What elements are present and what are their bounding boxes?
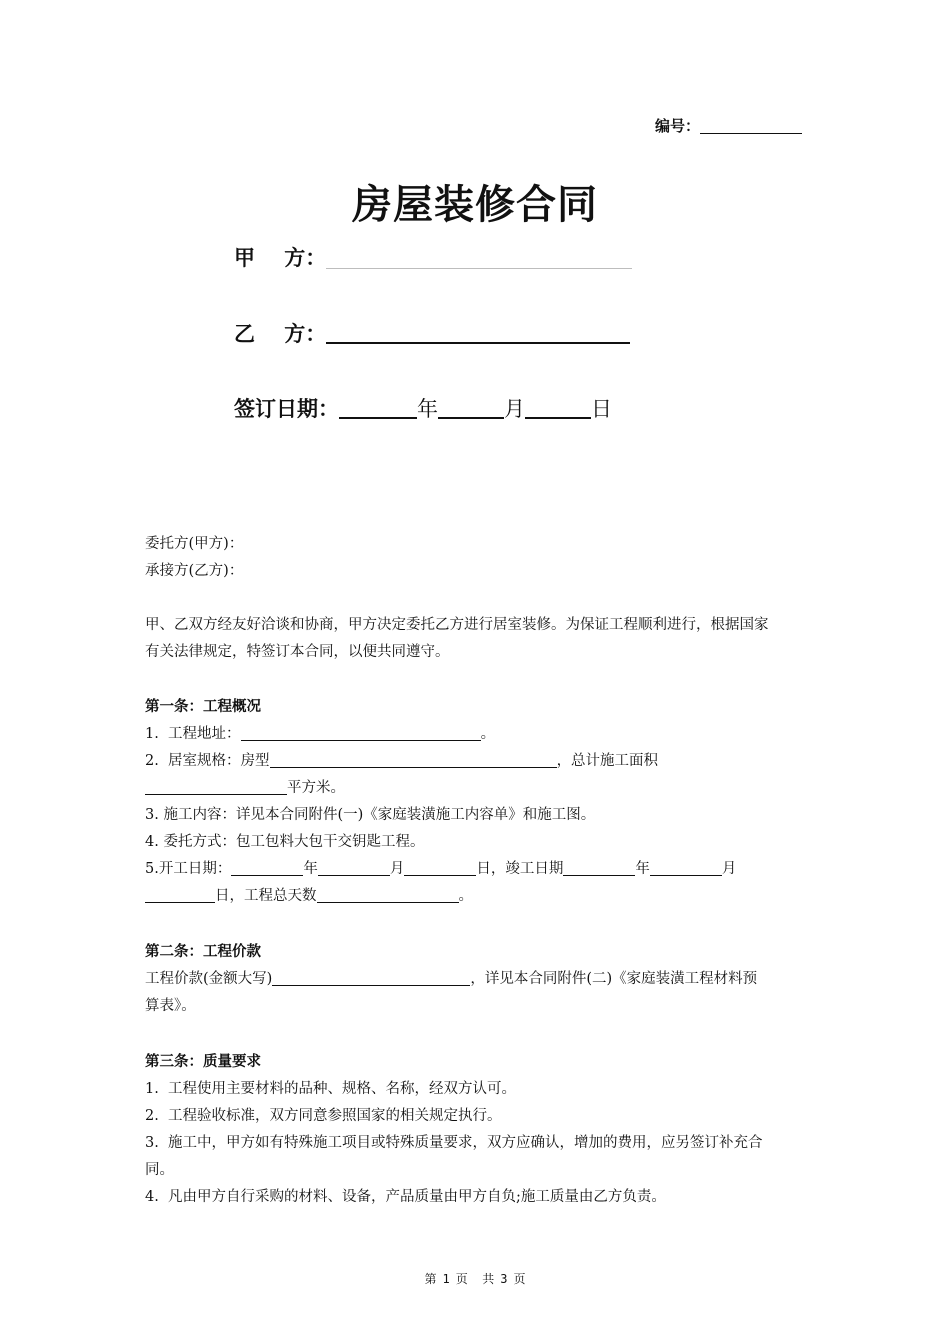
total-days-label: 日，工程总天数 <box>215 888 317 904</box>
item-5-end: 。 <box>458 888 473 904</box>
article-1-item-4: 4. 委托方式：包工包料大包干交钥匙工程。 <box>145 834 425 850</box>
intro-line-1: 甲、乙双方经友好洽谈和协商，甲方决定委托乙方进行居室装修。为保证工程顺利进行，根据国家 <box>145 617 769 633</box>
start-year-label: 年 <box>303 861 318 877</box>
intro-line-2: 有关法律规定，特签订本合同，以便共同遵守。 <box>145 644 450 660</box>
end-year-blank[interactable] <box>563 861 635 877</box>
current-page-number: 1 <box>442 1272 450 1286</box>
article-1-item-2 <box>145 748 658 775</box>
serial-number-label: 编号： <box>655 117 701 135</box>
article-1-item-2-cont <box>145 775 345 802</box>
document-title: 房屋装修合同 <box>352 182 598 228</box>
article-3-item-4: 4. 凡由甲方自行采购的材料、设备，产品质量由甲方自负;施工质量由乙方负责。 <box>145 1189 666 1205</box>
article-3-item-1: 1. 工程使用主要材料的品种、规格、名称，经双方认可。 <box>145 1081 517 1097</box>
party-b-label: 乙 方： <box>234 322 327 346</box>
item-1-end: 。 <box>480 726 496 742</box>
party-a-blank[interactable] <box>326 247 632 269</box>
start-month-label: 月 <box>389 861 405 877</box>
client-party-line: 委托方(甲方)： <box>145 536 244 552</box>
party-a-field <box>234 242 632 272</box>
article-3-item-3: 3. 施工中，甲方如有特殊施工项目或特殊质量要求，双方应确认，增加的费用，应另签订补充合 <box>145 1135 763 1151</box>
serial-number-field <box>655 115 802 136</box>
end-year-label: 年 <box>635 861 650 877</box>
sign-day-label: 日 <box>591 397 612 421</box>
article-3-item-3-cont: 同。 <box>145 1162 174 1178</box>
end-month-blank[interactable] <box>650 861 722 877</box>
start-month-blank[interactable] <box>318 861 390 877</box>
article-1-item-5-cont <box>145 883 473 910</box>
total-area-blank[interactable] <box>145 780 287 796</box>
price-label: 工程价款(金额大写) <box>145 971 273 987</box>
room-spec-label: 2. 居室规格：房型 <box>145 753 270 769</box>
article-3-heading: 第三条：质量要求 <box>145 1054 261 1070</box>
start-day-blank[interactable] <box>404 861 476 877</box>
article-3-item-2: 2. 工程验收标准，双方同意参照国家的相关规定执行。 <box>145 1108 502 1124</box>
page-prefix: 第 <box>424 1272 437 1286</box>
sign-month-blank[interactable] <box>438 396 504 419</box>
party-a-label: 甲 方： <box>234 246 327 270</box>
project-address-blank[interactable] <box>241 726 481 742</box>
page-number-footer <box>0 1270 950 1287</box>
article-2-price-line <box>145 966 757 993</box>
article-1-item-3: 3. 施工内容：详见本合同附件(一)《家庭装潢施工内容单》和施工图。 <box>145 807 596 823</box>
sign-month-label: 月 <box>504 397 525 421</box>
price-reference: ，详见本合同附件(二)《家庭装潢工程材料预 <box>470 971 758 987</box>
article-2-price-line-cont: 算表》。 <box>145 998 196 1014</box>
price-amount-blank[interactable] <box>272 971 470 987</box>
serial-number-blank[interactable] <box>700 118 802 134</box>
article-1-item-1 <box>145 721 495 748</box>
end-month-label: 月 <box>721 861 737 877</box>
area-unit-label: 平方米。 <box>287 780 345 796</box>
start-year-blank[interactable] <box>231 861 303 877</box>
sign-date-label: 签订日期： <box>234 397 339 421</box>
sign-date-field <box>234 393 612 423</box>
total-area-label: ，总计施工面积 <box>556 753 659 769</box>
end-day-blank[interactable] <box>145 888 215 904</box>
article-1-heading: 第一条：工程概况 <box>145 699 261 715</box>
sign-day-blank[interactable] <box>525 396 591 419</box>
project-address-label: 1. 工程地址： <box>145 726 241 742</box>
total-days-blank[interactable] <box>317 888 459 904</box>
start-date-label: 5.开工日期： <box>145 861 232 877</box>
sign-year-label: 年 <box>417 397 438 421</box>
room-type-blank[interactable] <box>270 753 557 769</box>
article-1-item-5 <box>145 856 736 883</box>
completion-date-label: 日，竣工日期 <box>476 861 564 877</box>
total-page-number: 3 <box>500 1272 508 1286</box>
page-mid: 页 共 <box>455 1272 495 1286</box>
party-b-blank[interactable] <box>326 321 630 344</box>
party-b-field <box>234 318 630 348</box>
article-2-heading: 第二条：工程价款 <box>145 944 261 960</box>
sign-year-blank[interactable] <box>339 396 417 419</box>
contractor-party-line: 承接方(乙方)： <box>145 563 244 579</box>
page-suffix: 页 <box>513 1272 526 1286</box>
